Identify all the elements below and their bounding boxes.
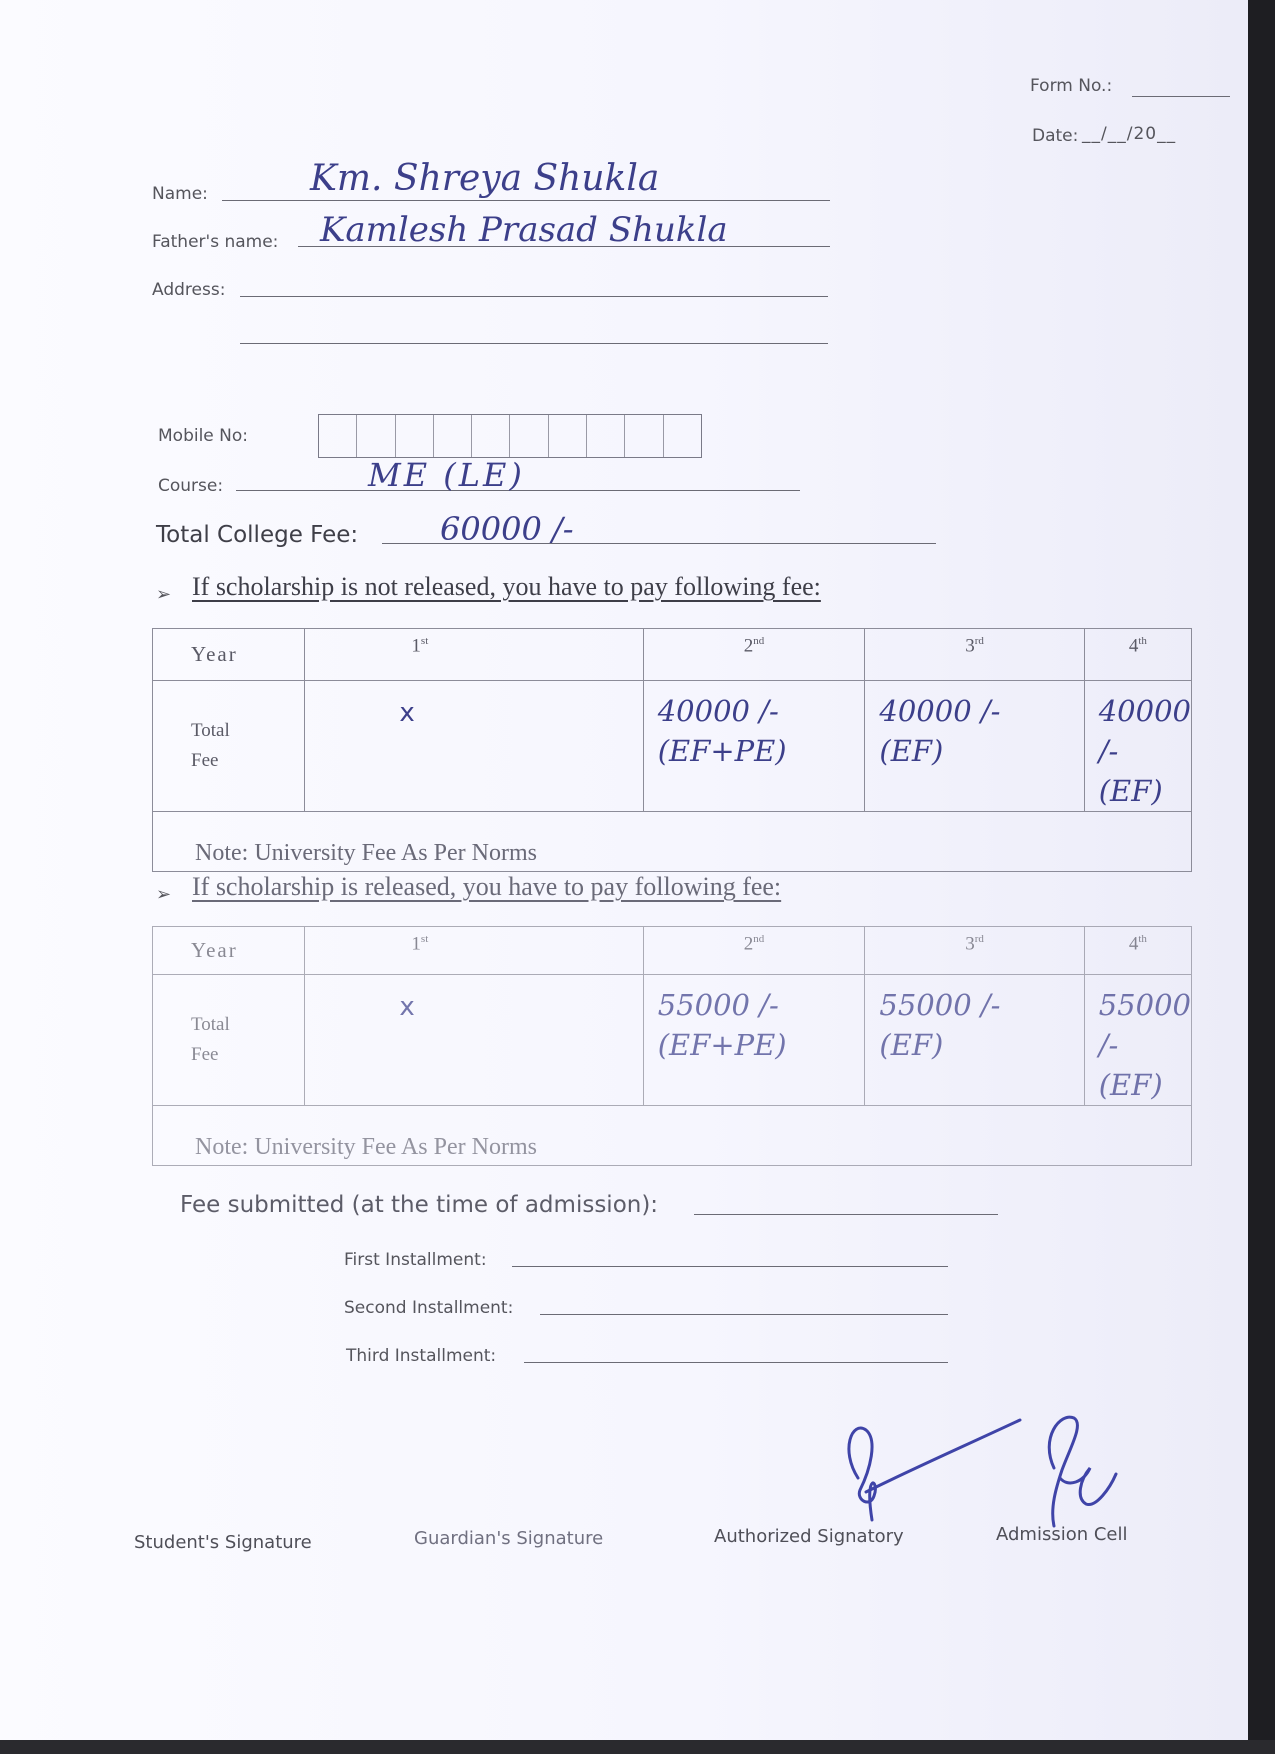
- total-fee-row-label: Total Fee: [153, 681, 305, 812]
- year-4-fee: 40000 /- (EF): [1084, 681, 1191, 812]
- total-fee-label: Total College Fee:: [156, 522, 359, 548]
- form-no-label: Form No.:: [1030, 76, 1113, 96]
- address-label: Address:: [152, 280, 226, 300]
- course-label: Course:: [158, 476, 224, 496]
- fee-submitted-line: [694, 1214, 998, 1215]
- scan-edge-right: [1248, 0, 1275, 1754]
- year-2-header: 2nd: [643, 629, 865, 681]
- admission-cell-label: Admission Cell: [996, 1524, 1128, 1545]
- year-1-fee: x: [305, 975, 643, 1106]
- guardian-signature-label: Guardian's Signature: [414, 1528, 604, 1549]
- fee-submitted-label: Fee submitted (at the time of admission):: [180, 1192, 659, 1218]
- father-name-value: Kamlesh Prasad Shukla: [320, 210, 728, 250]
- table2-heading: If scholarship is released, you have to pay following fee:: [192, 872, 782, 901]
- first-installment-line: [512, 1266, 948, 1267]
- year-header: Year: [153, 629, 305, 681]
- year-1-fee: x: [305, 681, 643, 812]
- total-fee-row-label: Total Fee: [153, 975, 305, 1106]
- year-4-header: 4th: [1084, 927, 1191, 975]
- table2-note: Note: University Fee As Per Norms: [153, 1106, 1192, 1166]
- admission-cell-signature-mark: [1020, 1408, 1140, 1538]
- date-label: Date:: [1032, 126, 1079, 146]
- third-installment-line: [524, 1362, 948, 1363]
- year-header: Year: [153, 927, 305, 975]
- year-3-fee: 55000 /- (EF): [865, 975, 1084, 1106]
- form-no-line: [1132, 96, 1230, 97]
- second-installment-label: Second Installment:: [344, 1298, 514, 1318]
- table1-heading: If scholarship is not released, you have to pay following fee:: [192, 572, 821, 601]
- year-3-header: 3rd: [865, 927, 1084, 975]
- mobile-label: Mobile No:: [158, 426, 249, 446]
- first-installment-label: First Installment:: [344, 1250, 487, 1270]
- name-label: Name:: [152, 184, 208, 204]
- name-value: Km. Shreya Shukla: [310, 158, 660, 199]
- year-3-fee: 40000 /- (EF): [865, 681, 1084, 812]
- fee-table-scholarship: [152, 926, 1192, 1166]
- student-signature-label: Student's Signature: [134, 1532, 312, 1553]
- year-2-fee: 55000 /- (EF+PE): [643, 975, 865, 1106]
- year-2-fee: 40000 /- (EF+PE): [643, 681, 865, 812]
- table1-note: Note: University Fee As Per Norms: [153, 812, 1192, 872]
- bullet-arrow-icon: ➢: [156, 584, 172, 605]
- scan-edge-bottom: [0, 1740, 1275, 1754]
- mobile-digit-boxes[interactable]: [318, 414, 702, 458]
- fee-table-no-scholarship: [152, 628, 1192, 872]
- course-value: ME (LE): [368, 456, 525, 494]
- authorized-signatory-label: Authorized Signatory: [714, 1526, 904, 1547]
- second-installment-line: [540, 1314, 948, 1315]
- bullet-arrow-icon: ➢: [156, 884, 172, 905]
- year-1-header: 1st: [305, 927, 643, 975]
- father-name-label: Father's name:: [152, 232, 279, 252]
- third-installment-label: Third Installment:: [346, 1346, 497, 1366]
- address-line-2: [240, 343, 828, 344]
- year-4-fee: 55000 /- (EF): [1084, 975, 1191, 1106]
- year-3-header: 3rd: [865, 629, 1084, 681]
- name-line: [222, 200, 830, 201]
- year-2-header: 2nd: [643, 927, 865, 975]
- year-1-header: 1st: [305, 629, 643, 681]
- authorized-signature-mark: [800, 1400, 1030, 1530]
- year-4-header: 4th: [1084, 629, 1191, 681]
- total-fee-value: 60000 /-: [440, 510, 574, 548]
- address-line-1: [240, 296, 828, 297]
- date-value: __/__/20__: [1082, 124, 1177, 144]
